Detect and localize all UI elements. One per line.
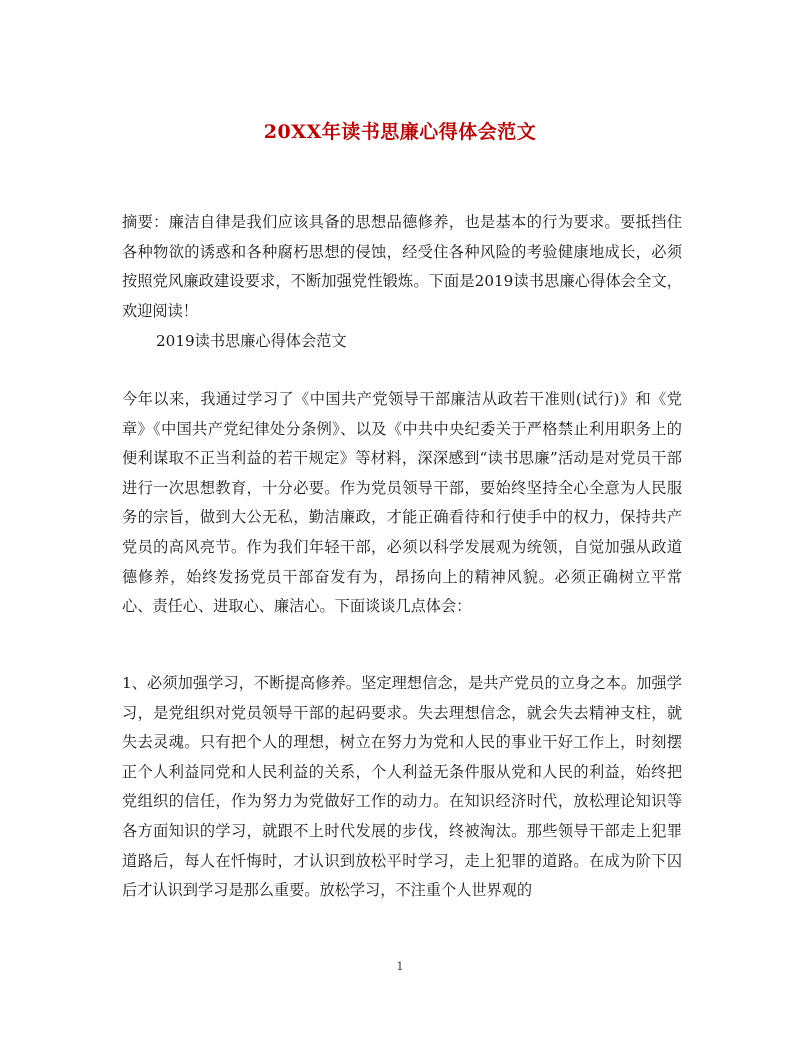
document-title: 20XX年读书思廉心得体会范文 <box>263 121 537 143</box>
page-number: 1 <box>396 960 404 973</box>
body-paragraph: 1、必须加强学习，不断提高修养。坚定理想信念，是共产党员的立身之本。加强学习，是党组织对党员领导干部的起码要求。失去理想信念，就会失去精神支柱，就失去灵魂。只有把个人的理想，树立在努力为党和人民的事业干好工作上，时刻摆正个人利益同党和人民利益的关系，个人利益无条件服从党和人民的利益，始终把党组织的信任，作为努力为党做好工作的动力。在知识经济时代，放松理论知识等各方面知识的学习，就跟不上时代发展的步伐，终被淘汰。那些领导干部走上犯罪道路后，每人在忏悔时，才认识到放松平时学习，走上犯罪的道路。在成为阶下囚后才认识到学习是那么重要。放松学习，不注重个人世界观的 <box>122 674 682 900</box>
section-subheading: 2019读书思廉心得体会范文 <box>156 332 347 350</box>
body-paragraph: 今年以来，我通过学习了《中国共产党领导干部廉洁从政若干准则(试行)》和《党章》《中国共产党纪律处分条例》、以及《中共中央纪委关于严格禁止利用职务上的便利谋取不正当利益的若干规定》等材料，深深感到“读书思廉”活动是对党员干部进行一次思想教育，十分必要。作为党员领导干部，要始终坚持全心全意为人民服务的宗旨，做到大公无私，勤洁廉政，才能正确看待和行使手中的权力，保持共产党员的高风亮节。作为我们年轻干部，必须以科学发展观为统领，自觉加强从政道德修养，始终发扬党员干部奋发有为，昂扬向上的精神风貌。必须正确树立平常心、责任心、进取心、廉洁心。下面谈谈几点体会： <box>122 390 682 616</box>
abstract-paragraph: 摘要：廉洁自律是我们应该具备的思想品德修养，也是基本的行为要求。要抵挡住各种物欲的诱惑和各种腐朽思想的侵蚀，经受住各种风险的考验健康地成长，必须按照党风廉政建设要求，不断加强党性锻炼。下面是2019读书思廉心得体会全文，欢迎阅读！ <box>122 213 682 320</box>
